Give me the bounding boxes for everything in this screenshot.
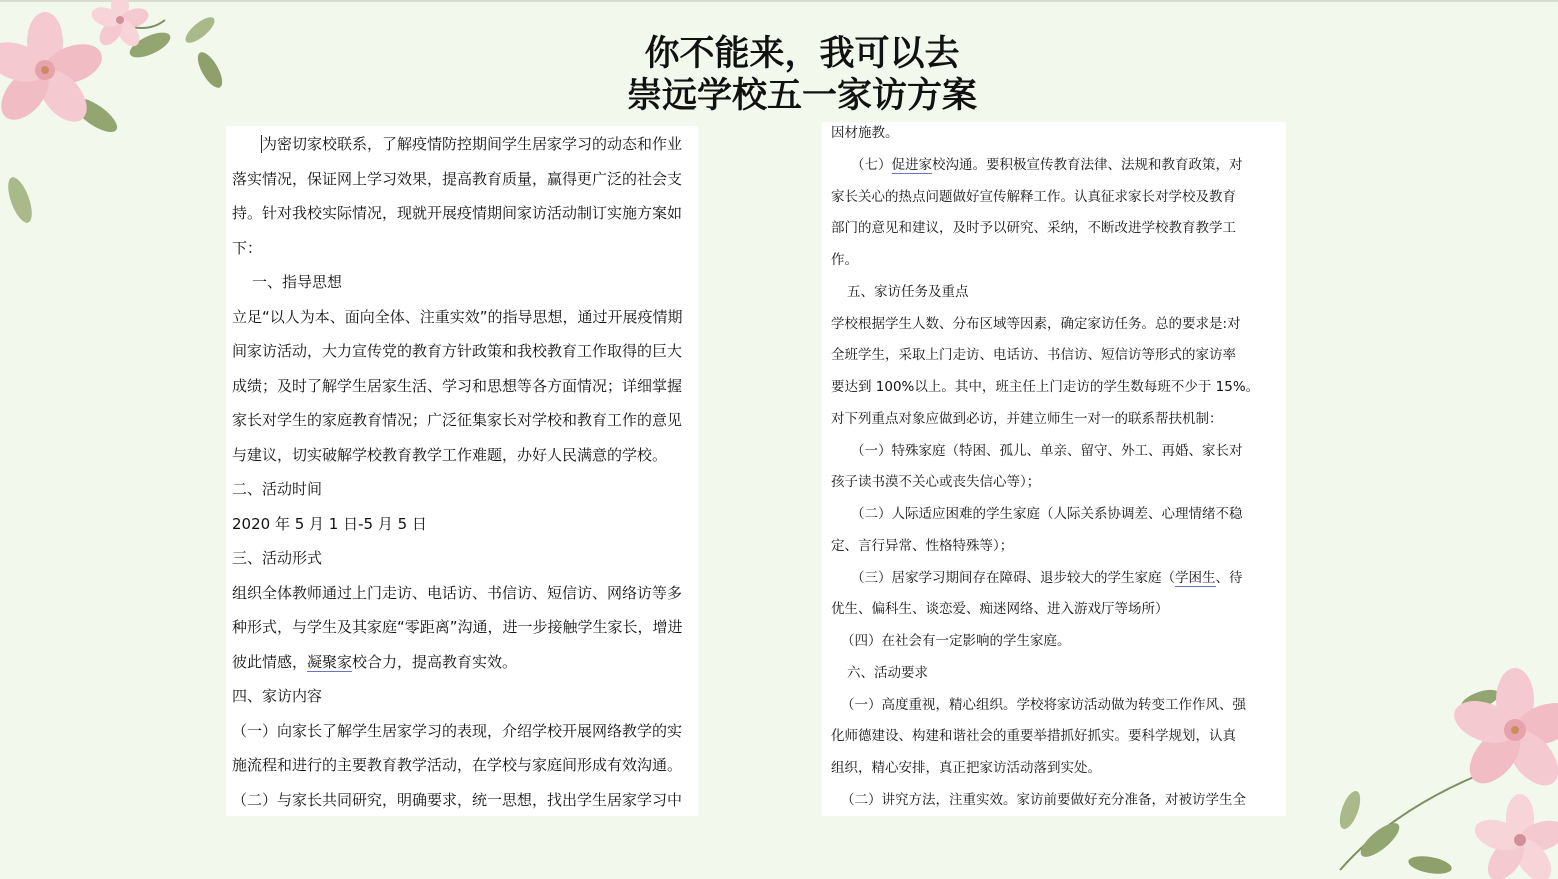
- paragraph-line: 与建议，切实破解学校教育教学工作难题，办好人民满意的学校。: [232, 445, 668, 464]
- paragraph-line: 组织，精心安排，真正把家访活动落到实处。: [831, 760, 1101, 776]
- paragraph-line: 要达到 100%以上。其中，班主任上门走访的学生数每班不少于 15%。: [831, 379, 1260, 395]
- paragraph-line: （三）居家学习期间存在障碍、退步较大的学生家庭（学困生、待: [851, 569, 1243, 586]
- paragraph-line: （一）特殊家庭（特困、孤儿、单亲、留守、外工、再婚、家长对: [851, 442, 1243, 459]
- paragraph-line: 因材施教。: [831, 125, 899, 141]
- paragraph-line: 成绩；及时了解学生居家生活、学习和思想等各方面情况；详细掌握: [232, 376, 683, 395]
- paragraph-line: （四）在社会有一定影响的学生家庭。: [841, 633, 1071, 649]
- paragraph-line: （二）讲究方法，注重实效。家访前要做好充分准备，对被访学生全: [841, 791, 1246, 808]
- section-heading: 三、活动形式: [232, 549, 323, 567]
- paragraph-line: （七）促进家校沟通。要积极宣传教育法律、法规和教育政策，对: [851, 156, 1243, 173]
- section-heading: 五、家访任务及重点: [847, 283, 969, 300]
- right-document-page: [822, 122, 1286, 816]
- paragraph-line: （一）向家长了解学生居家学习的表现，介绍学校开展网络教学的实: [232, 721, 683, 740]
- paragraph-line: 定、言行异常、性格特殊等）；: [831, 537, 1014, 554]
- paragraph-line: 对下列重点对象应做到必访，并建立师生一对一的联系帮扶机制：: [831, 410, 1223, 427]
- paragraph-line: 种形式，与学生及其家庭“零距离”沟通，进一步接触学生家长，增进: [232, 618, 683, 636]
- paragraph-line: 下：: [232, 238, 263, 257]
- paragraph-line: 持。针对我校实际情况，现就开展疫情期间家访活动制订实施方案如: [232, 204, 683, 222]
- paragraph-line: 优生、偏科生、谈恋爱、痴迷网络、进入游戏厅等场所）: [831, 601, 1169, 618]
- paragraph-line: 为密切家校联系，了解疫情防控期间学生居家学习的动态和作业: [262, 135, 683, 153]
- title-line-1: 你不能来，我可以去: [644, 34, 960, 74]
- underlined-word: 凝聚家: [307, 652, 353, 671]
- section-heading: 一、指导思想: [252, 273, 343, 291]
- paragraph-line: （二）与家长共同研究，明确要求，统一思想，找出学生居家学习中: [232, 790, 683, 809]
- paragraph-line: 家长对学生的家庭教育情况；广泛征集家长对学校和教育工作的意见: [232, 411, 683, 429]
- title-line-2: 崇远学校五一家访方案: [626, 76, 977, 116]
- paragraph-line: （一）高度重视，精心组织。学校将家访活动做为转变工作作风、强: [841, 696, 1246, 713]
- underlined-word: 学困生: [1175, 569, 1216, 586]
- right-text: [831, 122, 1281, 816]
- paragraph-line: 组织全体教师通过上门走访、电话访、书信访、短信访、网络访等多: [232, 583, 683, 602]
- paragraph-line: （二）人际适应困难的学生家庭（人际关系协调差、心理情绪不稳: [851, 506, 1243, 522]
- section-heading: 二、活动时间: [232, 480, 323, 498]
- section-heading: 六、活动要求: [847, 664, 928, 681]
- paragraph-line: 彼此情感，凝聚家校合力，提高教育实效。: [232, 652, 518, 671]
- left-document-page: [226, 126, 698, 816]
- paragraph-line: 间家访活动，大力宣传党的教育方针政策和我校教育工作取得的巨大: [232, 342, 683, 360]
- left-text: [232, 127, 694, 816]
- paragraph-line: 立足“以人为本、面向全体、注重实效”的指导思想，通过开展疫情期: [232, 307, 683, 326]
- paragraph-line: 家长关心的热点问题做好宣传解释工作。认真征求家长对学校及教育: [831, 188, 1236, 205]
- underlined-word: 促进家: [891, 156, 932, 173]
- paragraph-line: 作。: [831, 252, 858, 268]
- paragraph-line: 施流程和进行的主要教育教学活动，在学校与家庭间形成有效沟通。: [232, 756, 683, 774]
- paragraph-line: 学校根据学生人数、分布区域等因素，确定家访任务。总的要求是:对: [831, 315, 1241, 332]
- text-cursor: [261, 135, 262, 153]
- paragraph-line: 落实情况，保证网上学习效果，提高教育质量，赢得更广泛的社会支: [232, 169, 683, 188]
- paragraph-line: 部门的意见和建议，及时予以研究、采纳，不断改进学校教育教学工: [831, 220, 1236, 237]
- section-heading: 四、家访内容: [232, 687, 323, 705]
- flower-bottom-right-icon: [1320, 640, 1558, 879]
- paragraph-line: 孩子读书漠不关心或丧失信心等）；: [831, 474, 1041, 491]
- paragraph-line: 全班学生，采取上门走访、电话访、书信访、短信访等形式的家访率: [831, 347, 1236, 364]
- paragraph-line: 2020 年 5 月 1 日-5 月 5 日: [232, 514, 427, 533]
- paragraph-line: 化师德建设、构建和谐社会的重要举措抓好抓实。要科学规划，认真: [831, 728, 1236, 745]
